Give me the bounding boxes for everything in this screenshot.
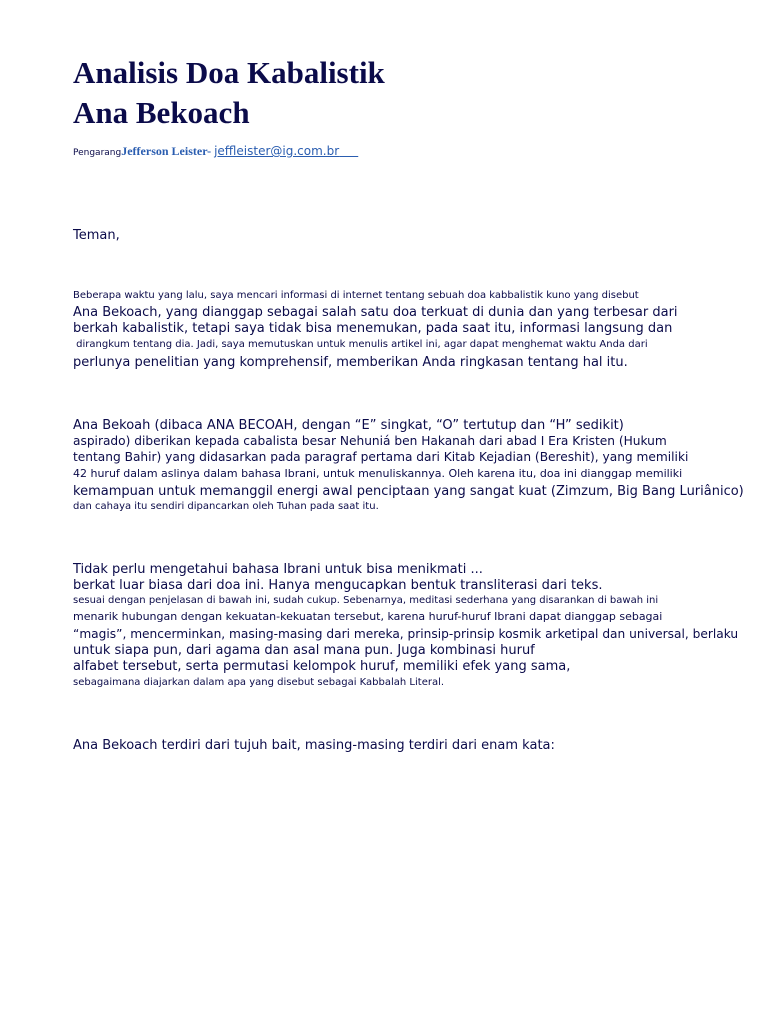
- paragraph-line: tentang Bahir) yang didasarkan pada paragraf pertama dari Kitab Kejadian (Bereshit), yang memiliki: [73, 450, 689, 464]
- paragraph-line: aspirado) diberikan kepada cabalista besar Nehuniá ben Hakanah dari abad I Era Kristen (Hukum: [73, 434, 667, 448]
- paragraph-line: kemampuan untuk memanggil energi awal penciptaan yang sangat kuat (Zimzum, Big Bang Luriânico): [73, 484, 744, 499]
- paragraph-line: Ana Bekoach terdiri dari tujuh bait, masing-masing terdiri dari enam kata:: [73, 738, 555, 753]
- paragraph-line: berkah kabalistik, tetapi saya tidak bisa menemukan, pada saat itu, informasi langsung dan: [73, 321, 673, 336]
- paragraph-line: Beberapa waktu yang lalu, saya mencari informasi di internet tentang sebuah doa kabbalistik kuno yang disebut: [73, 290, 639, 301]
- paragraph-line: berkat luar biasa dari doa ini. Hanya mengucapkan bentuk transliterasi dari teks.: [73, 578, 603, 593]
- document-title-line-1: Analisis Doa Kabalistik: [73, 55, 385, 90]
- author-email-trailing: [339, 144, 358, 158]
- paragraph-line: dirangkum tentang dia. Jadi, saya memutuskan untuk menulis artikel ini, agar dapat menghemat waktu Anda dari: [73, 339, 648, 350]
- document-title-line-2: Ana Bekoach: [73, 95, 250, 130]
- author-line: [73, 143, 358, 160]
- greeting: Teman,: [73, 228, 120, 243]
- paragraph-line: untuk siapa pun, dari agama dan asal mana pun. Juga kombinasi huruf: [73, 643, 535, 658]
- author-email-link[interactable]: jeffleister@ig.com.br: [214, 144, 340, 158]
- paragraph-line: sesuai dengan penjelasan di bawah ini, sudah cukup. Sebenarnya, meditasi sederhana yang disarankan di bawah ini: [73, 595, 659, 606]
- paragraph-line: alfabet tersebut, serta permutasi kelompok huruf, memiliki efek yang sama,: [73, 659, 571, 674]
- paragraph-line: dan cahaya itu sendiri dipancarkan oleh Tuhan pada saat itu.: [73, 501, 379, 512]
- paragraph-line: “magis”, mencerminkan, masing-masing dari mereka, prinsip-prinsip kosmik arketipal dan universal, berlaku: [73, 627, 739, 641]
- paragraph-line: Ana Bekoach, yang dianggap sebagai salah satu doa terkuat di dunia dan yang terbesar dari: [73, 305, 678, 320]
- paragraph-line: sebagaimana diajarkan dalam apa yang disebut sebagai Kabbalah Literal.: [73, 677, 445, 688]
- paragraph-line: perlunya penelitian yang komprehensif, memberikan Anda ringkasan tentang hal itu.: [73, 355, 628, 370]
- paragraph-line: 42 huruf dalam aslinya dalam bahasa Ibrani, untuk menuliskannya. Oleh karena itu, doa ini dianggap memiliki: [73, 467, 683, 480]
- paragraph-line: Tidak perlu mengetahui bahasa Ibrani untuk bisa menikmati ...: [73, 562, 483, 577]
- author-label: Pengarang: [73, 148, 122, 158]
- paragraph-line: menarik hubungan dengan kekuatan-kekuatan tersebut, karena huruf-huruf Ibrani dapat dianggap sebagai: [73, 610, 663, 623]
- author-name: Jefferson Leister-: [121, 144, 215, 158]
- paragraph-line: Ana Bekoah (dibaca ANA BECOAH, dengan “E” singkat, “O” tertutup dan “H” sedikit): [73, 418, 624, 433]
